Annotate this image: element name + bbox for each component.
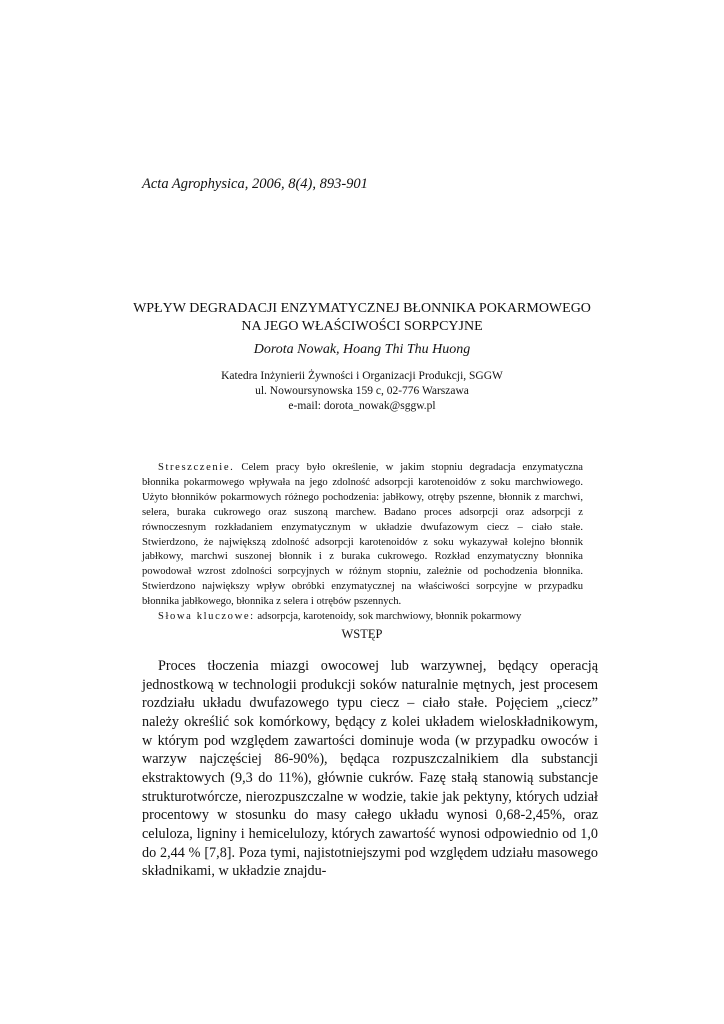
abstract (142, 461, 583, 625)
abstract-label: Streszczenie. (158, 462, 235, 473)
abstract-paragraph (142, 461, 583, 610)
title-line-2: NA JEGO WŁAŚCIWOŚCI SORPCYJNE (241, 319, 483, 334)
affiliation-line-2: ul. Nowoursynowska 159 c, 02-776 Warszawa (255, 385, 469, 397)
affiliation-line-1: Katedra Inżynierii Żywności i Organizacji Produkcji, SGGW (221, 370, 503, 382)
keywords-text: adsorpcja, karotenoidy, sok marchwiowy, błonnik pokarmowy (257, 611, 522, 623)
keywords-paragraph (142, 610, 583, 625)
journal-reference: Acta Agrophysica, 2006, 8(4), 893-901 (142, 176, 368, 192)
authors: Dorota Nowak, Hoang Thi Thu Huong (253, 342, 471, 357)
title-line-1: WPŁYW DEGRADACJI ENZYMATYCZNEJ BŁONNIKA POKARMOWEGO (133, 301, 591, 316)
abstract-text: Celem pracy było określenie, w jakim stopniu degradacja enzymatyczna błonnika pokarmowego wpływała na jego zdolność adsorpcji karotenoidów z soku marchwiowego. Użyto błonników pokarmowych różnego pochodzenia: jabłkowy, otręby pszenne, błonnik z marchwi, selera, buraka cukrowego oraz suszoną marchew. Badano proces adsorpcji oraz adsorpcji z równoczesnym rozkładaniem enzymatycznym w układzie dwufazowym ciecz – ciało stałe. Stwierdzono, że największą zdolność adsorpcji karotenoidów z soku wykazywał kolejno błonnik jabłkowy, marchwi suszonej błonnik i z buraka cukrowego. Rozkład enzymatyczny błonnika powodował wzrost zdolności sorpcyjnych w różnym stopniu, zależnie od pochodzenia błonnika. Stwierdzono największy wpływ obróbki enzymatycznej na właściwości sorpcyjne w przypadku błonnika jabłkowego, błonnika z selera i otrębów pszennych. (142, 462, 583, 608)
body-paragraph: Proces tłoczenia miazgi owocowej lub warzywnej, będący operacją jednostkową w technologii produkcji soków naturalnie mętnych, jest procesem rozdziału układu dwufazowego typu ciecz – ciało stałe. Pojęciem „ciecz” należy określić sok komórkowy, będący z kolei układem wieloskładnikowym, w którym pod względem zawartości dominuje woda (w przypadku owoców i warzyw najczęściej 86-90%), będąca rozpuszczalnikiem dla substancji ekstraktowych (9,3 do 11%), głównie cukrów. Fazę stałą stanowią substancje strukturotwórcze, nierozpuszczalne w wodzie, takie jak pektyny, których udział procentowy w stosunku do masy całego układu wynosi 0,68-2,45%, oraz celuloza, ligniny i hemicelulozy, których zawartość wynosi odpowiednio od 1,0 do 2,44 % [7,8]. Poza tymi, najistotniejszymi pod względem udziału masowego składnikami, w układzie znajdu- (142, 658, 598, 880)
body-text (142, 657, 598, 881)
keywords-label: Słowa kluczowe: (158, 611, 255, 623)
affiliation (130, 369, 594, 414)
section-heading: WSTĘP (341, 627, 383, 641)
affiliation-email: e-mail: dorota_nowak@sggw.pl (288, 400, 436, 412)
article-title (130, 300, 594, 336)
